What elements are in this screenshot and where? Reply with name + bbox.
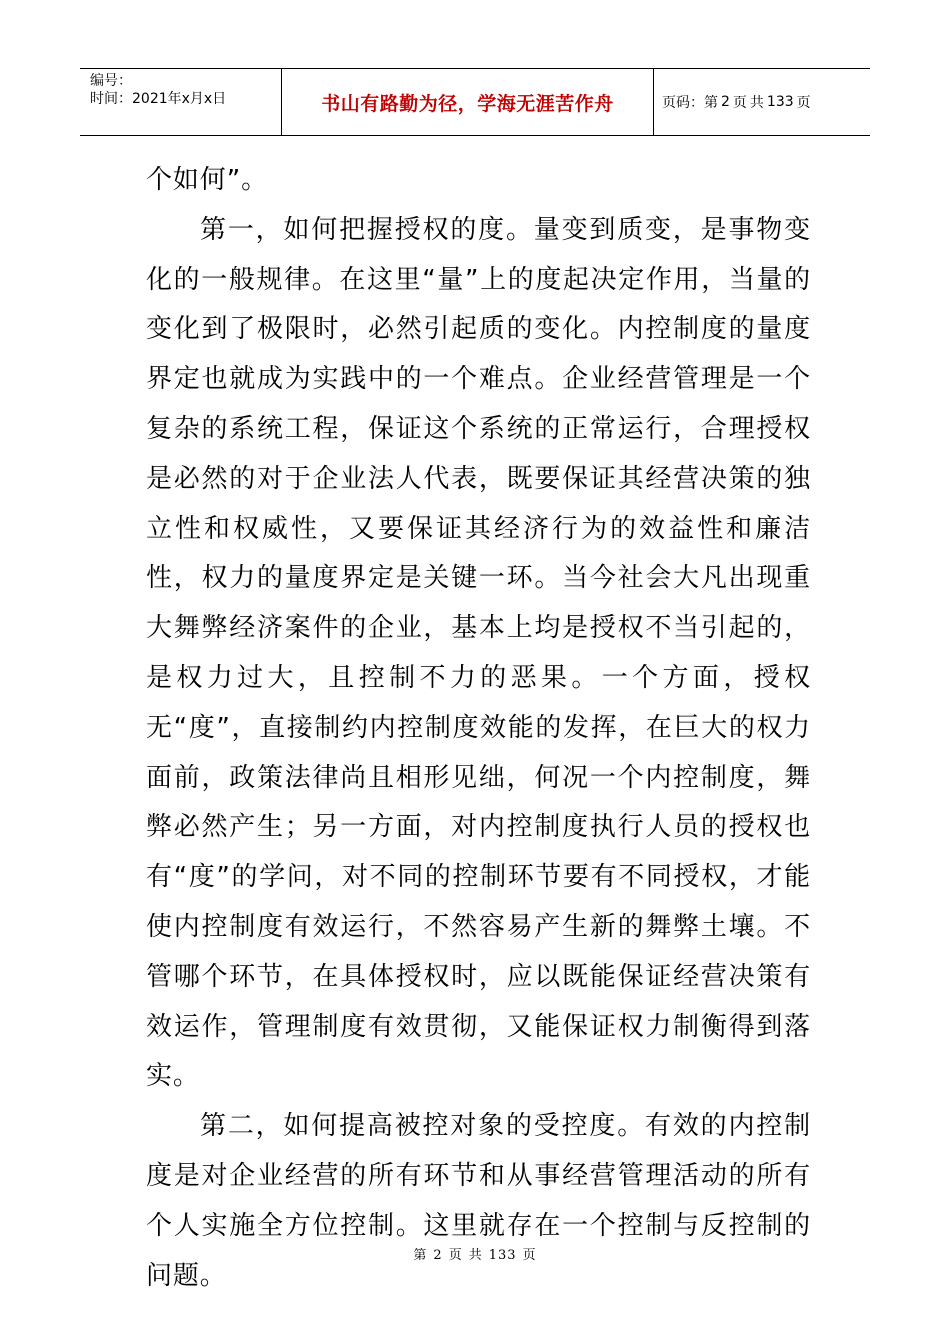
footer-total-pages: 133 <box>488 1248 517 1263</box>
footer-total-label: 共 <box>468 1248 483 1263</box>
document-header <box>80 68 870 136</box>
header-motto-cell <box>282 69 654 135</box>
footer-suffix: 页 <box>522 1248 537 1263</box>
header-page-info <box>654 69 870 135</box>
header-motto: 书山有路勤为径，学海无涯苦作舟 <box>321 92 614 115</box>
page-current: 2 <box>721 94 730 110</box>
page-footer <box>0 1244 950 1263</box>
page-label: 页码：第 <box>662 95 718 111</box>
page-suffix: 页 <box>796 95 811 111</box>
footer-mid: 页 <box>448 1248 463 1263</box>
document-body <box>146 156 811 1301</box>
document-time-label: 时间：2021年x月x日 <box>90 91 227 107</box>
paragraph-second-point: 第二，如何提高被控对象的受控度。有效的内控制度是对企业经营的所有环节和从事经营管理活动的所有个人实施全方位控制。这里就存在一个控制与反控制的问题。 <box>146 1111 811 1291</box>
page-total: 133 <box>766 94 794 110</box>
footer-current-page: 2 <box>433 1248 443 1263</box>
header-meta <box>80 69 282 135</box>
paragraph-continuation: 个如何”。 <box>146 165 268 195</box>
page-total-label: 共 <box>749 95 764 111</box>
page-mid-label: 页 <box>732 95 747 111</box>
footer-prefix: 第 <box>413 1248 428 1263</box>
document-number-label: 编号： <box>90 73 132 89</box>
paragraph-first-point: 第一，如何把握授权的度。量变到质变，是事物变化的一般规律。在这里“量”上的度起决定作用，当量的变化到了极限时，必然引起质的变化。内控制度的量度界定也就成为实践中的一个难点。企业经营管理是一个复杂的系统工程，保证这个系统的正常运行，合理授权是必然的对于企业法人代表，既要保证其经营决策的独立性和权威性，又要保证其经济行为的效益性和廉洁性，权力的量度界定是关键一环。当今社会大凡出现重大舞弊经济案件的企业，基本上均是授权不当引起的，是权力过大，且控制不力的恶果。一个方面，授权无“度”，直接制约内控制度效能的发挥，在巨大的权力面前，政策法律尚且相形见绌，何况一个内控制度，舞弊必然产生；另一方面，对内控制度执行人员的授权也有“度”的学问，对不同的控制环节要有不同授权，才能使内控制度有效运行，不然容易产生新的舞弊土壤。不管哪个环节，在具体授权时，应以既能保证经营决策有效运作，管理制度有效贯彻，又能保证权力制衡得到落实。 <box>146 214 811 1092</box>
